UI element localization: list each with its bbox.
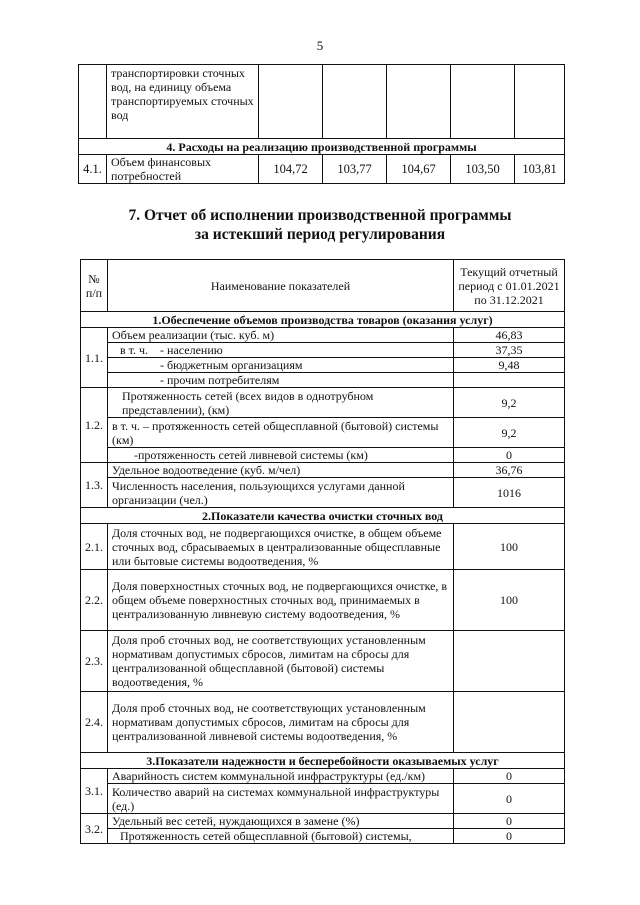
indicator-name-cell: Численность населения, пользующихся услугами данной организации (чел.)	[108, 478, 454, 508]
table-row	[81, 373, 565, 388]
indicator-name-cell: - прочим потребителям	[108, 373, 454, 388]
table-row	[81, 769, 565, 784]
table-row-continued	[79, 65, 565, 139]
report-table	[80, 259, 565, 844]
row-number-cell: 2.3.	[81, 631, 108, 692]
table-row-4-1	[79, 155, 565, 184]
row-number-cell	[79, 65, 107, 139]
indicator-name-cell: в т. ч. - населению	[108, 343, 454, 358]
row-number-cell: 2.1.	[81, 524, 108, 570]
table-header-row	[81, 260, 565, 312]
table-row	[81, 692, 565, 753]
value-cell	[387, 65, 451, 139]
indicator-name-cell: Удельное водоотведение (куб. м/чел)	[108, 463, 454, 478]
indicator-name-cell: -протяженность сетей ливневой системы (км)	[108, 448, 454, 463]
column-header-name: Наименование показателей	[108, 260, 454, 312]
indicator-name-cell: в т. ч. – протяженность сетей общесплавной (бытовой) системы (км)	[108, 418, 454, 448]
row-number-cell: 4.1.	[79, 155, 107, 184]
table-row	[81, 814, 565, 829]
value-cell: 9,2	[454, 388, 565, 418]
indicator-name-cell: Доля сточных вод, не подвергающихся очистке, в общем объеме сточных вод, сбрасываемых в централизованные общесплавные или бытовые системы водоотведения, %	[108, 524, 454, 570]
value-cell: 0	[454, 784, 565, 814]
value-cell: 100	[454, 570, 565, 631]
section-1-title: 1.Обеспечение объемов производства товаров (оказания услуг)	[81, 312, 565, 328]
indicator-name-cell: Доля проб сточных вод, не соответствующих установленным нормативам допустимых сбросов, лимитам на сбросы для централизованной общесплавной (бытовой) системы водоотведения, %	[108, 631, 454, 692]
table-row	[81, 829, 565, 844]
value-cell	[515, 65, 565, 139]
value-cell: 0	[454, 814, 565, 829]
table-row	[81, 388, 565, 418]
report-title-line-2: за истекший период регулирования	[194, 226, 446, 243]
section-4-title: 4. Расходы на реализацию производственной программы	[79, 139, 565, 155]
value-cell: 104,72	[259, 155, 323, 184]
table-row	[81, 463, 565, 478]
row-number-cell: 2.4.	[81, 692, 108, 753]
indicator-name-cell: Объем финансовых потребностей	[107, 155, 259, 184]
value-cell	[454, 373, 565, 388]
section-header-row	[81, 753, 565, 769]
value-cell: 100	[454, 524, 565, 570]
table-row	[81, 478, 565, 508]
section-header-row	[81, 312, 565, 328]
row-number-cell: 1.1.	[81, 328, 108, 388]
column-header-period: Текущий отчетный период с 01.01.2021 по 31.12.2021	[454, 260, 565, 312]
report-title-line-1: 7. Отчет об исполнении производственной программы	[128, 207, 512, 224]
section-3-title: 3.Показатели надежности и бесперебойности оказываемых услуг	[81, 753, 565, 769]
row-number-cell: 3.1.	[81, 769, 108, 814]
section-header-row	[79, 139, 565, 155]
table-row	[81, 358, 565, 373]
value-cell	[454, 692, 565, 753]
value-cell: 103,81	[515, 155, 565, 184]
row-number-cell: 1.3.	[81, 463, 108, 508]
page-number: 5	[316, 38, 324, 53]
table-row	[81, 784, 565, 814]
value-cell	[451, 65, 515, 139]
value-cell: 1016	[454, 478, 565, 508]
value-cell	[323, 65, 387, 139]
table-row	[81, 448, 565, 463]
value-cell: 9,2	[454, 418, 565, 448]
production-program-table-continued	[78, 64, 565, 184]
section-header-row	[81, 508, 565, 524]
column-header-number: № п/п	[81, 260, 108, 312]
value-cell	[259, 65, 323, 139]
indicator-name-cell: Протяженность сетей (всех видов в однотрубном представлении), (км)	[108, 388, 454, 418]
value-cell: 37,35	[454, 343, 565, 358]
indicator-name-cell: транспортировки сточных вод, на единицу объема транспортируемых сточных вод	[107, 65, 259, 139]
indicator-name-cell: Доля поверхностных сточных вод, не подвергающихся очистке, в общем объеме поверхностных сточных вод, принимаемых в централизованную ливневую систему водоотведения, %	[108, 570, 454, 631]
table-row	[81, 343, 565, 358]
indicator-name-cell: Протяженность сетей общесплавной (бытовой) системы,	[108, 829, 454, 844]
report-title	[0, 206, 640, 244]
value-cell: 0	[454, 769, 565, 784]
table-row	[81, 328, 565, 343]
table-row	[81, 631, 565, 692]
row-number-cell: 3.2.	[81, 814, 108, 844]
value-cell: 0	[454, 829, 565, 844]
indicator-name-cell: Удельный вес сетей, нуждающихся в замене (%)	[108, 814, 454, 829]
indicator-name-cell: - бюджетным организациям	[108, 358, 454, 373]
table-row	[81, 570, 565, 631]
value-cell: 103,77	[323, 155, 387, 184]
value-cell	[454, 631, 565, 692]
value-cell: 36,76	[454, 463, 565, 478]
value-cell: 46,83	[454, 328, 565, 343]
indicator-name-cell: Объем реализации (тыс. куб. м)	[108, 328, 454, 343]
row-number-cell: 2.2.	[81, 570, 108, 631]
indicator-name-cell: Доля проб сточных вод, не соответствующих установленным нормативам допустимых сбросов, лимитам на сбросы для централизованной ливневой системы водоотведения, %	[108, 692, 454, 753]
value-cell: 103,50	[451, 155, 515, 184]
section-2-title: 2.Показатели качества очистки сточных вод	[81, 508, 565, 524]
row-number-cell: 1.2.	[81, 388, 108, 463]
indicator-name-cell: Аварийность систем коммунальной инфраструктуры (ед./км)	[108, 769, 454, 784]
table-row	[81, 418, 565, 448]
table-row	[81, 524, 565, 570]
indicator-name-cell: Количество аварий на системах коммунальной инфраструктуры (ед.)	[108, 784, 454, 814]
value-cell: 9,48	[454, 358, 565, 373]
value-cell: 104,67	[387, 155, 451, 184]
value-cell: 0	[454, 448, 565, 463]
